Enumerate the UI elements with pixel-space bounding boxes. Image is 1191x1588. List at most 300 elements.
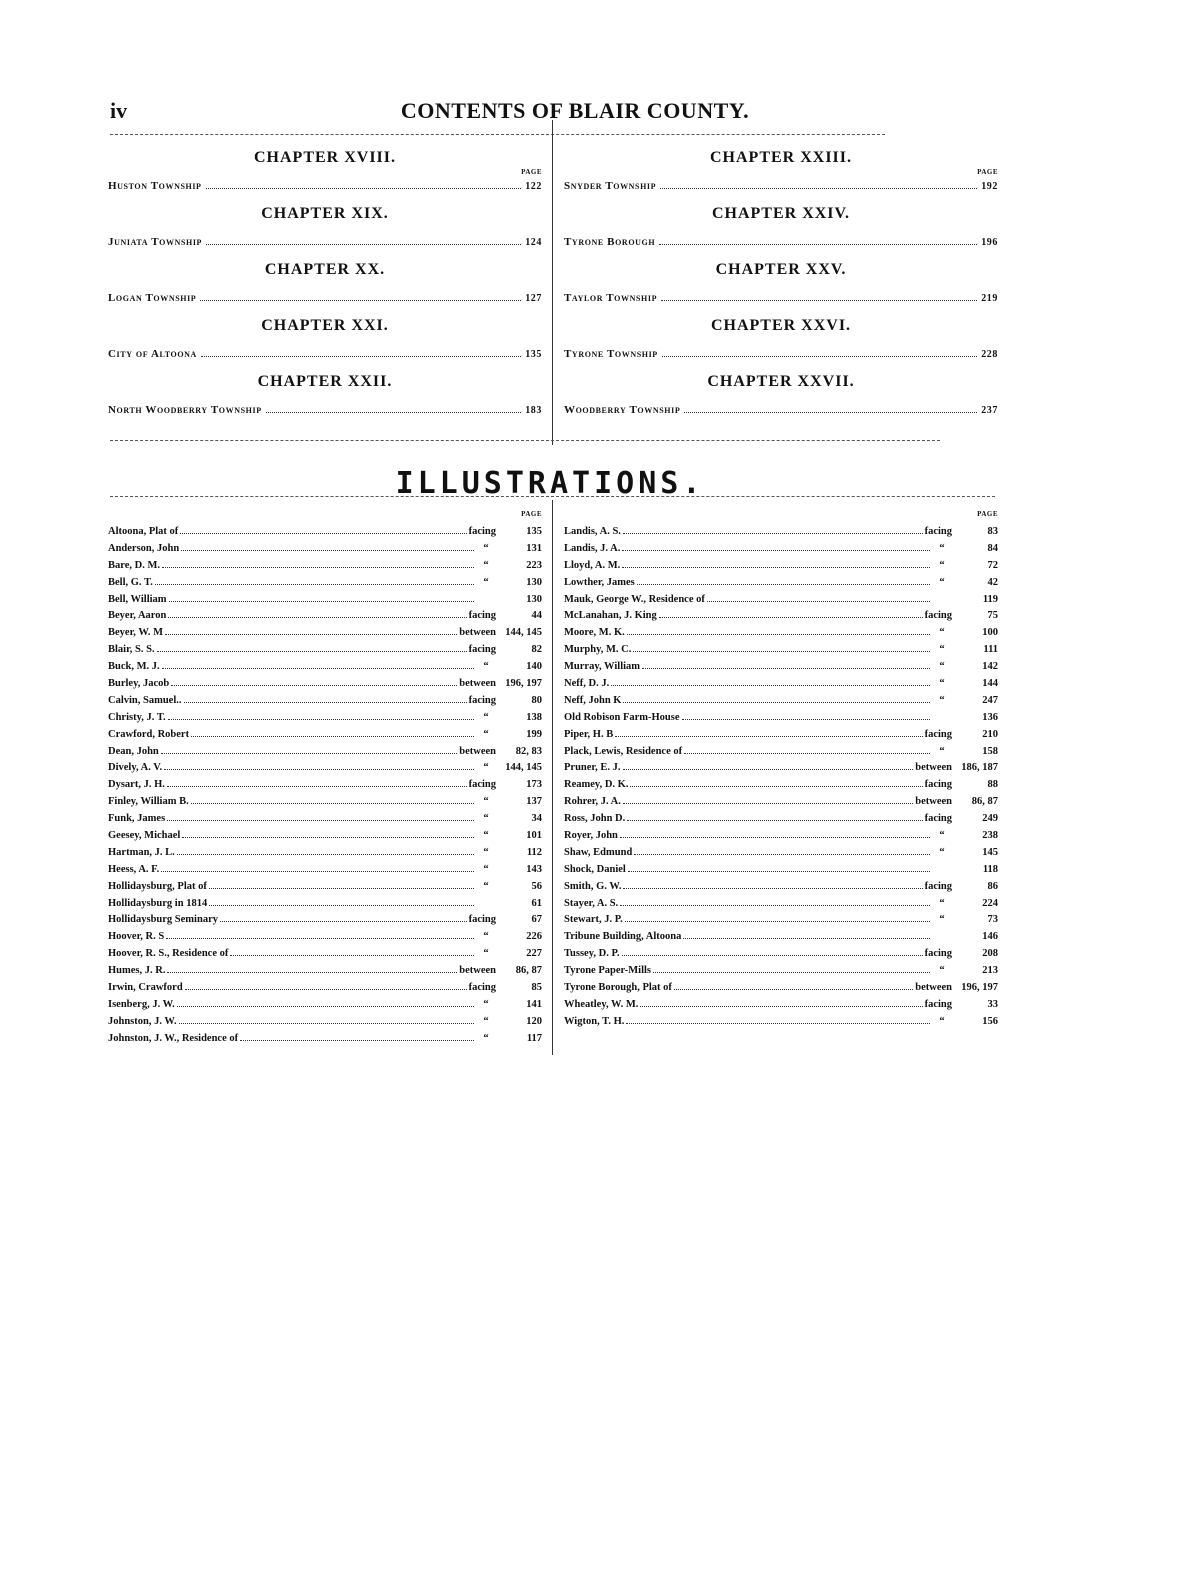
illustration-entry (564, 575, 998, 592)
illustration-page: 100 (982, 627, 998, 639)
dot-leader (622, 560, 930, 568)
toc-entry-title: Tyrone Borough (564, 236, 656, 248)
dot-leader (682, 712, 930, 720)
illustration-page: 83 (987, 526, 998, 537)
illustration-entry (108, 524, 542, 541)
toc-page-number: 135 (525, 349, 542, 360)
illustration-placement: facing (468, 779, 496, 791)
chapter-title: CHAPTER XXVII. (707, 373, 855, 390)
illustration-name: Burley, Jacob (108, 678, 170, 690)
illustration-placement: “ (939, 1015, 945, 1027)
illustration-placement: “ (939, 914, 945, 926)
illustration-entry (564, 946, 998, 963)
illustration-entry (564, 693, 998, 710)
illustration-name: Stayer, A. S. (564, 897, 619, 909)
dot-leader (171, 678, 457, 686)
toc-entry-title: City of Altoona (108, 348, 197, 360)
dot-leader (201, 348, 521, 357)
illustration-placement: “ (483, 846, 489, 858)
illustration-name: Johnston, J. W. (108, 1015, 177, 1027)
illustration-name: Humes, J. R. (108, 965, 166, 977)
illustration-placement: “ (483, 559, 489, 571)
contents-left-column (108, 146, 542, 426)
illustration-entry (564, 845, 998, 862)
illustration-entry (108, 845, 542, 862)
illustration-name: Hollidaysburg in 1814 (108, 897, 208, 909)
chapter-title: CHAPTER XXI. (261, 317, 389, 334)
dot-leader (707, 594, 930, 602)
dot-leader (164, 762, 474, 770)
illustration-placement: “ (483, 711, 489, 723)
dot-leader (162, 560, 474, 568)
illustration-name: Bell, G. T. (108, 576, 153, 588)
dot-leader (623, 881, 922, 889)
dot-leader (674, 982, 913, 990)
illustration-page: 56 (531, 880, 542, 892)
toc-entry (108, 292, 542, 304)
dot-leader (611, 678, 930, 686)
dot-leader (684, 404, 977, 413)
illustration-name: Tribune Building, Altoona (564, 931, 682, 943)
illustration-entry (564, 541, 998, 558)
illustration-page: 131 (526, 542, 542, 554)
illustration-page: 196, 197 (961, 982, 998, 994)
toc-page-number: 228 (981, 349, 998, 360)
chapter-title: CHAPTER XX. (264, 261, 386, 278)
illustration-name: Shaw, Edmund (564, 846, 633, 858)
dot-leader (640, 999, 922, 1007)
dot-leader (626, 1016, 930, 1024)
illustration-page: 141 (526, 998, 542, 1010)
illustration-placement: facing (924, 813, 952, 825)
illustration-placement: between (459, 627, 496, 639)
illustration-placement: “ (939, 897, 945, 909)
illustration-placement: facing (468, 694, 496, 706)
illustration-placement: “ (483, 728, 489, 740)
illustration-placement: facing (468, 982, 496, 994)
illustration-entry (108, 912, 542, 929)
illustration-entry (108, 896, 542, 913)
illustration-name: Murray, William (564, 661, 641, 673)
dot-leader (168, 712, 474, 720)
illustration-page: 138 (526, 711, 542, 723)
illustration-placement: “ (483, 931, 489, 943)
illustration-entry (564, 997, 998, 1014)
toc-page-number: 192 (981, 181, 998, 192)
dot-leader (630, 779, 922, 787)
illustration-name: Geesey, Michael (108, 830, 181, 842)
illustration-entry (108, 760, 542, 777)
illustration-page: 146 (982, 931, 998, 943)
toc-entry (108, 236, 542, 248)
page-column-label: PAGE (521, 168, 542, 176)
dot-leader (167, 813, 474, 821)
illustration-page: 130 (526, 576, 542, 588)
illustration-page: 86 (987, 880, 998, 892)
illustration-name: Murphy, M. C. (564, 644, 632, 656)
illustration-entry (564, 879, 998, 896)
illustration-page: 173 (526, 779, 542, 791)
dot-leader (623, 796, 913, 804)
dot-leader (633, 644, 930, 652)
dot-leader (177, 847, 474, 855)
illustration-placement: facing (924, 610, 952, 622)
illustration-placement: “ (483, 542, 489, 554)
illustration-placement: “ (483, 813, 489, 825)
dot-leader (637, 577, 930, 585)
illustration-placement: “ (939, 830, 945, 842)
illustration-name: Dysart, J. H. (108, 779, 165, 791)
toc-entry-title: Juniata Township (108, 236, 203, 248)
illustration-name: Smith, G. W. (564, 880, 622, 892)
illustration-entry (108, 676, 542, 693)
illustrations-right-column (564, 510, 998, 1031)
dot-leader (684, 746, 930, 754)
dot-leader (200, 292, 521, 301)
illustration-page: 61 (531, 897, 542, 909)
illustration-entry (108, 710, 542, 727)
illustration-name: Hollidaysburg, Plat of (108, 880, 207, 892)
illustration-placement: “ (939, 576, 945, 588)
illustration-entry (108, 997, 542, 1014)
illustration-entry (108, 744, 542, 761)
toc-page-number: 183 (525, 405, 542, 416)
illustration-placement: “ (939, 559, 945, 571)
page-column-label: PAGE (977, 168, 998, 176)
illustration-placement: “ (483, 880, 489, 892)
illustration-page: 136 (982, 711, 998, 723)
illustration-entry (108, 828, 542, 845)
illustration-name: Tyrone Borough, Plat of (564, 982, 672, 994)
illustration-name: Hoover, R. S., Residence of (108, 948, 229, 960)
illustration-placement: facing (468, 610, 496, 622)
illustration-page: 210 (982, 728, 998, 740)
toc-entry-title: Snyder Township (564, 180, 657, 192)
illustration-name: Christy, J. T. (108, 711, 166, 723)
toc-entry-title: Woodberry Township (564, 404, 681, 416)
dot-leader (181, 543, 474, 551)
illustrations-rule (110, 496, 995, 497)
dot-leader (157, 644, 467, 652)
chapter-title: CHAPTER XVIII. (253, 149, 396, 166)
dot-leader (660, 180, 977, 189)
illustration-placement: “ (939, 965, 945, 977)
illustration-name: Isenberg, J. W. (108, 998, 175, 1010)
illustration-page: 72 (987, 559, 998, 571)
illustration-entry (108, 879, 542, 896)
dot-leader (165, 627, 457, 635)
dot-leader (642, 661, 930, 669)
illustration-page: 213 (982, 965, 998, 977)
illustration-entry (108, 727, 542, 744)
illustration-name: Calvin, Samuel.. (108, 694, 182, 706)
illustration-entry (108, 811, 542, 828)
illustration-page: 144, 145 (505, 762, 542, 774)
dot-leader (620, 830, 930, 838)
dot-leader (266, 404, 522, 413)
illustration-name: Tussey, D. P. (564, 948, 620, 960)
illustration-entry (564, 862, 998, 879)
dot-leader (167, 779, 467, 787)
illustration-page: 223 (526, 559, 542, 571)
chapter-title: CHAPTER XXV. (715, 261, 847, 278)
chapter-title: CHAPTER XXIII. (709, 149, 852, 166)
illustration-page: 67 (531, 914, 542, 926)
illustration-placement: “ (483, 576, 489, 588)
toc-entry-title: Logan Township (108, 292, 197, 304)
illustration-name: Beyer, Aaron (108, 610, 167, 622)
dot-leader (177, 999, 474, 1007)
illustration-placement: “ (483, 796, 489, 808)
page-number: iv (110, 98, 128, 123)
dot-leader (185, 982, 467, 990)
illustration-page: 117 (526, 1032, 542, 1044)
illustration-placement: facing (468, 526, 496, 537)
illustration-page: 88 (987, 779, 998, 791)
dot-leader (206, 236, 521, 245)
toc-entry (564, 236, 998, 248)
illustration-entry (108, 862, 542, 879)
contents-column-divider (552, 120, 553, 445)
dot-leader (161, 864, 474, 872)
dot-leader (179, 1016, 474, 1024)
illustration-name: Piper, H. B (564, 728, 614, 740)
illustration-entry (564, 1014, 998, 1031)
contents-bottom-rule (110, 440, 940, 441)
illustration-name: Dean, John (108, 745, 159, 757)
illustration-entry (108, 558, 542, 575)
illustration-page: 144 (982, 678, 998, 690)
toc-entry-title: Huston Township (108, 180, 202, 192)
illustration-page: 196, 197 (505, 678, 542, 690)
illustration-placement: facing (924, 880, 952, 892)
chapter-block (564, 370, 998, 426)
dot-leader (615, 729, 922, 737)
toc-entry (108, 180, 542, 192)
chapter-title: CHAPTER XXII. (257, 373, 393, 390)
illustration-placement: between (459, 745, 496, 757)
illustration-entry (564, 963, 998, 980)
chapter-block (564, 258, 998, 314)
illustration-placement: “ (939, 694, 945, 706)
illustrations-column-divider (552, 500, 553, 1055)
illustration-page: 226 (526, 931, 542, 943)
dot-leader (191, 729, 474, 737)
chapter-title: CHAPTER XXVI. (710, 317, 852, 334)
dot-leader (161, 746, 457, 754)
chapter-title: CHAPTER XIX. (261, 205, 389, 222)
dot-leader (623, 695, 930, 703)
illustration-page: 75 (987, 610, 998, 622)
illustration-page: 144, 145 (505, 627, 542, 639)
chapter-block (108, 370, 542, 426)
illustration-name: Neff, John K (564, 694, 622, 706)
illustration-page: 199 (526, 728, 542, 740)
header-rule (110, 134, 885, 135)
illustration-entry (108, 946, 542, 963)
illustration-placement: “ (483, 1032, 489, 1044)
dot-leader (168, 610, 466, 618)
illustrations-heading: ILLUSTRATIONS. (395, 466, 705, 501)
illustration-name: Wheatley, W. M. (564, 998, 639, 1010)
illustration-placement: facing (924, 998, 952, 1010)
illustrations-left-column (108, 510, 542, 1048)
illustration-placement: facing (924, 948, 952, 960)
illustration-name: Tyrone Paper-Mills (564, 965, 651, 977)
illustration-entry (108, 693, 542, 710)
illustration-page: 84 (987, 542, 998, 554)
toc-entry (564, 180, 998, 192)
chapter-block (108, 202, 542, 258)
contents-right-column (564, 146, 998, 426)
illustration-entry (108, 929, 542, 946)
dot-leader (625, 914, 930, 922)
illustration-page: 156 (982, 1015, 998, 1027)
illustration-entry (108, 1031, 542, 1048)
illustration-placement: facing (468, 914, 496, 926)
illustration-name: Mauk, George W., Residence of (564, 593, 705, 605)
chapter-title: CHAPTER XXIV. (711, 205, 851, 222)
illustration-name: Rohrer, J. A. (564, 796, 621, 808)
dot-leader (628, 864, 930, 872)
illustration-entry (108, 575, 542, 592)
illustration-entry (564, 896, 998, 913)
dot-leader (230, 948, 474, 956)
toc-page-number: 196 (981, 237, 998, 248)
illustration-placement: facing (924, 779, 952, 791)
dot-leader (620, 898, 930, 906)
illustration-name: Altoona, Plat of (108, 526, 179, 537)
illustration-entry (108, 980, 542, 997)
illustration-placement: between (459, 678, 496, 690)
illustration-entry (564, 676, 998, 693)
toc-entry (108, 404, 542, 416)
illustration-placement: “ (483, 661, 489, 673)
illustration-placement: “ (483, 948, 489, 960)
illustration-entry (108, 625, 542, 642)
illustration-page: 158 (982, 745, 998, 757)
chapter-block (564, 202, 998, 258)
illustration-placement: “ (483, 762, 489, 774)
dot-leader (659, 610, 923, 618)
illustration-name: Finley, William B. (108, 796, 189, 808)
illustration-entry (564, 811, 998, 828)
illustration-name: Plack, Lewis, Residence of (564, 745, 683, 757)
illustration-page: 73 (987, 914, 998, 926)
dot-leader (155, 577, 474, 585)
toc-entry-title: Taylor Township (564, 292, 658, 304)
illustration-name: Neff, D. J. (564, 678, 610, 690)
chapter-block (108, 258, 542, 314)
illustration-page: 86, 87 (971, 796, 998, 808)
illustration-name: Blair, S. S. (108, 644, 155, 656)
toc-entry (108, 348, 542, 360)
illustration-page: 119 (982, 593, 998, 605)
dot-leader (661, 292, 977, 301)
illustration-entry (108, 541, 542, 558)
illustration-name: Landis, A. S. (564, 526, 621, 537)
illustration-name: Hollidaysburg Seminary (108, 914, 218, 926)
illustration-entry (108, 1014, 542, 1031)
illustration-page: 145 (982, 846, 998, 858)
illustration-placement: “ (939, 661, 945, 673)
illustration-name: Heess, A. F. (108, 863, 160, 875)
dot-leader (182, 830, 474, 838)
illustration-placement: “ (939, 745, 945, 757)
illustration-entry (564, 558, 998, 575)
illustration-page: 42 (987, 576, 998, 588)
illustration-page: 120 (526, 1015, 542, 1027)
dot-leader (623, 762, 914, 770)
illustration-name: Lloyd, A. M. (564, 559, 621, 571)
illustration-name: Wigton, T. H. (564, 1015, 625, 1027)
illustration-placement: between (915, 796, 952, 808)
illustration-placement: facing (924, 526, 952, 537)
illustration-name: Moore, M. K. (564, 627, 625, 639)
illustration-page: 186, 187 (961, 762, 998, 774)
chapter-block (108, 314, 542, 370)
illustration-name: Ross, John D. (564, 813, 626, 825)
illustration-page: 249 (982, 813, 998, 825)
illustration-entry (564, 710, 998, 727)
illustration-placement: “ (483, 863, 489, 875)
illustration-entry (108, 963, 542, 980)
illustration-name: Hartman, J. L. (108, 846, 175, 858)
illustration-name: Reamey, D. K. (564, 779, 629, 791)
running-header: CONTENTS OF BLAIR COUNTY. (400, 98, 750, 123)
illustration-name: Johnston, J. W., Residence of (108, 1032, 239, 1044)
illustration-placement: “ (939, 678, 945, 690)
dot-leader (209, 881, 474, 889)
dot-leader (220, 914, 467, 922)
illustration-entry (564, 727, 998, 744)
dot-leader (653, 965, 930, 973)
dot-leader (623, 526, 923, 534)
dot-leader (162, 661, 474, 669)
illustration-name: Buck, M. J. (108, 661, 160, 673)
illustration-entry (564, 912, 998, 929)
illustration-placement: “ (939, 542, 945, 554)
illustration-placement: between (915, 982, 952, 994)
toc-page-number: 237 (981, 405, 998, 416)
illustration-name: Shock, Daniel (564, 863, 626, 875)
illustration-placement: facing (924, 728, 952, 740)
illustration-placement: “ (939, 644, 945, 656)
illustration-placement: between (915, 762, 952, 774)
dot-leader (622, 543, 930, 551)
illustration-page: 34 (531, 813, 542, 825)
illustration-placement: facing (468, 644, 496, 656)
illustration-page: 224 (982, 897, 998, 909)
dot-leader (167, 965, 457, 973)
illustration-entry (108, 608, 542, 625)
illustration-entry (564, 744, 998, 761)
dot-leader (240, 1033, 474, 1041)
dot-leader (634, 847, 930, 855)
illustration-page: 85 (531, 982, 542, 994)
illustration-name: Pruner, E. J. (564, 762, 621, 774)
toc-page-number: 219 (981, 293, 998, 304)
illustration-name: Beyer, W. M (108, 627, 164, 639)
toc-entry (564, 404, 998, 416)
illustration-page: 44 (531, 610, 542, 622)
illustration-placement: “ (483, 830, 489, 842)
illustration-entry (108, 592, 542, 609)
chapter-block (564, 314, 998, 370)
illustration-entry (564, 659, 998, 676)
dot-leader (683, 931, 930, 939)
illustration-entry (564, 760, 998, 777)
